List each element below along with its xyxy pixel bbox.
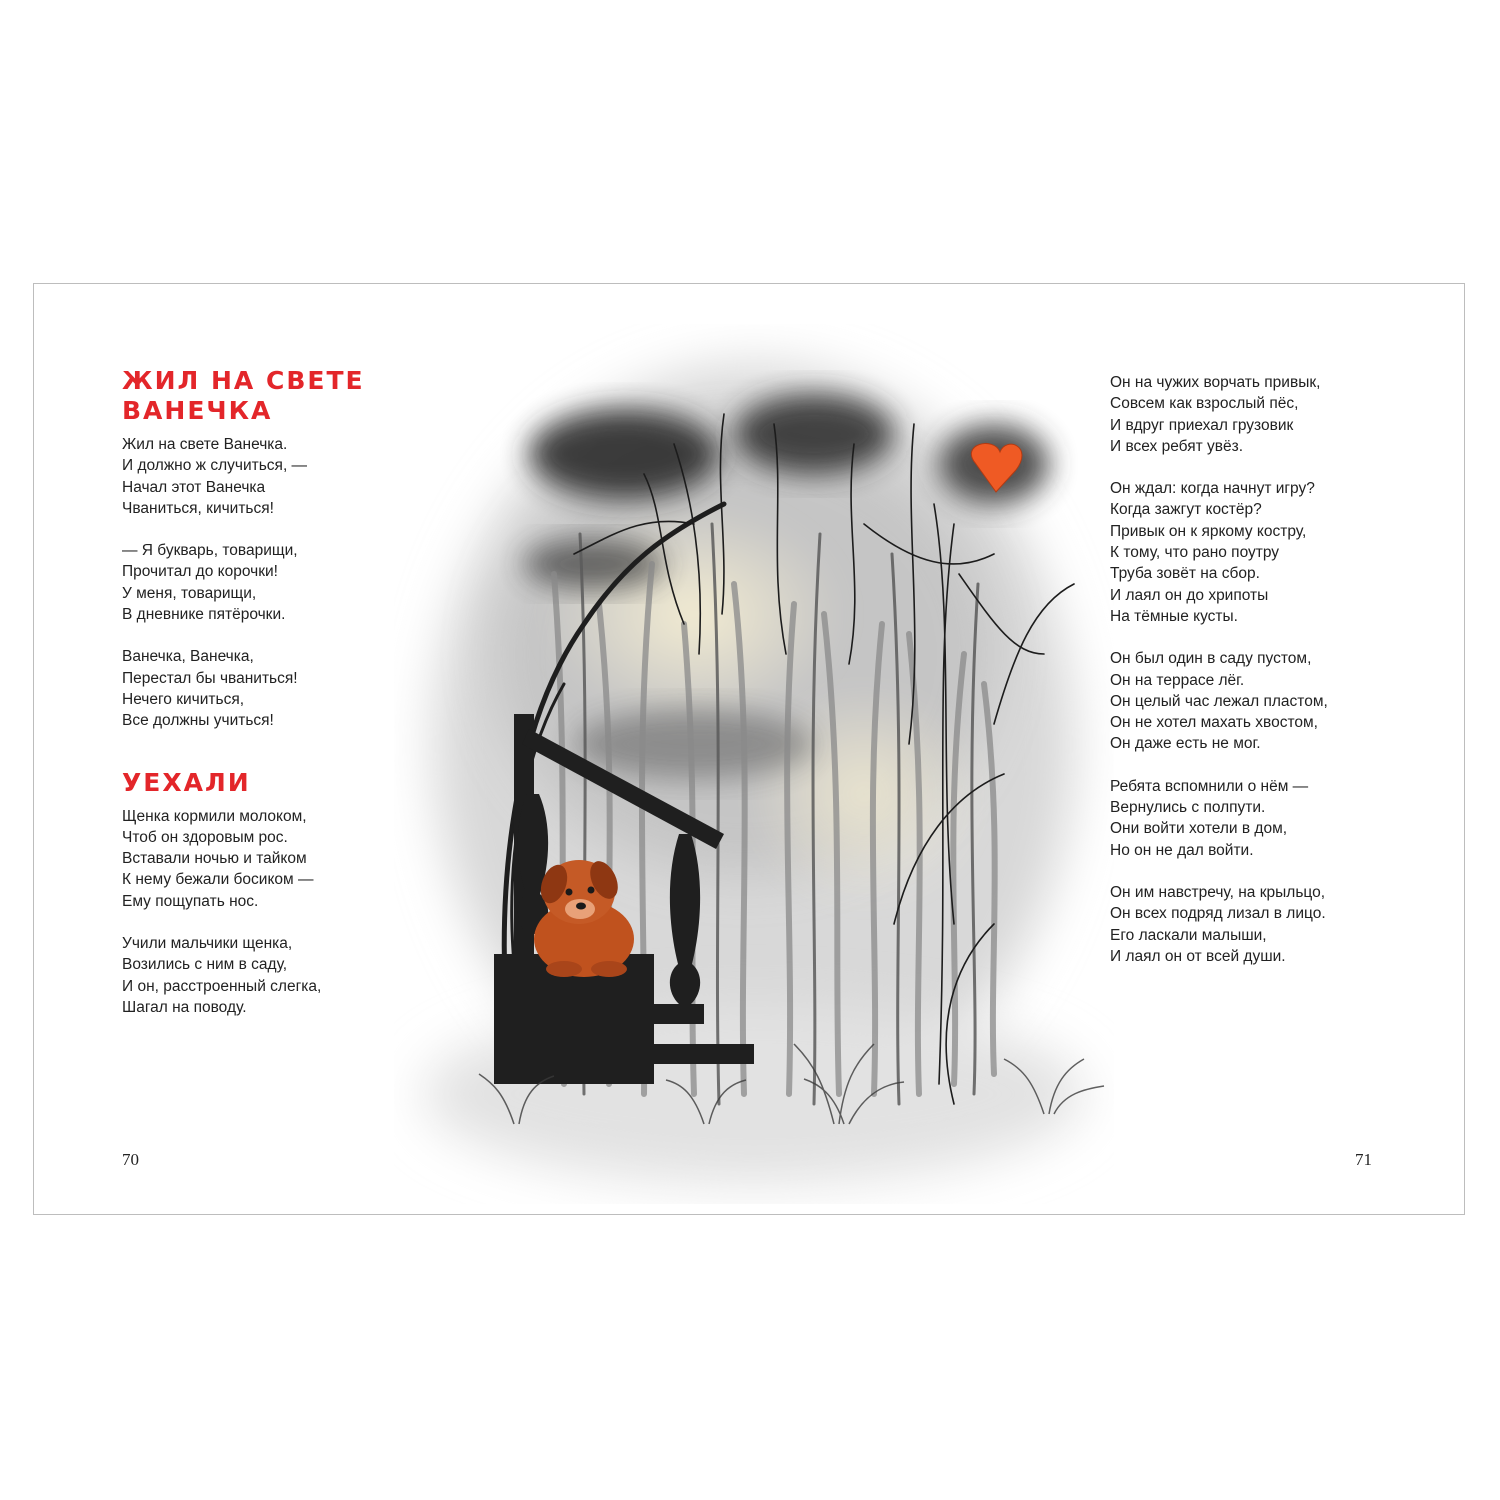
stanza: Щенка кормили молоком, Чтоб он здоровым рос. Вставали ночью и тайком К нему бежали босиком — Ему пощупать нос.	[122, 807, 314, 910]
stanza: Ванечка, Ванечка, Перестал бы чваниться! Нечего кичиться, Все должны учиться!	[122, 648, 298, 730]
poem-title-uekhali: УЕХАЛИ	[122, 767, 251, 797]
poem-title-vanechka: ЖИЛ НА СВЕТЕ ВАНЕЧКА	[122, 366, 365, 425]
page-number-right: 71	[1355, 1150, 1372, 1169]
left-page-text	[122, 366, 422, 1039]
stanza: — Я букварь, товарищи, Прочитал до корочки! У меня, товарищи, В дневнике пятёрочки.	[122, 542, 298, 624]
watercolor-illustration	[394, 324, 1114, 1204]
stanza: Он им навстречу, на крыльцо, Он всех подряд лизал в лицо. Его ласкали малыши, И лаял он от всей души.	[1110, 883, 1326, 965]
page-number-left: 70	[122, 1150, 139, 1169]
stanza: Жил на свете Ванечка. И должно ж случиться, — Начал этот Ванечка Чваниться, кичиться!	[122, 436, 308, 517]
book-spread	[33, 283, 1465, 1215]
stanza: Учили мальчики щенка, Возились с ним в саду, И он, расстроенный слегка, Шагал на поводу.	[122, 935, 322, 1016]
stanza: Ребята вспомнили о нём — Вернулись с полпути. Они войти хотели в дом, Но он не дал войти.	[1110, 777, 1309, 859]
stanza: Он ждал: когда начнут игру? Когда зажгут костёр? Привык он к яркому костру, К тому, что рано поутру Труба зовёт на сбор. И лаял он до хрипоты На тёмные кусты.	[1110, 480, 1315, 625]
right-page-text	[1110, 372, 1430, 988]
stanza: Он на чужих ворчать привык, Совсем как взрослый пёс, И вдруг приехал грузовик И всех ребят увёз.	[1110, 374, 1321, 455]
stanza: Он был один в саду пустом, Он на террасе лёг. Он целый час лежал пластом, Он не хотел махать хвостом, Он даже есть не мог.	[1110, 650, 1328, 753]
